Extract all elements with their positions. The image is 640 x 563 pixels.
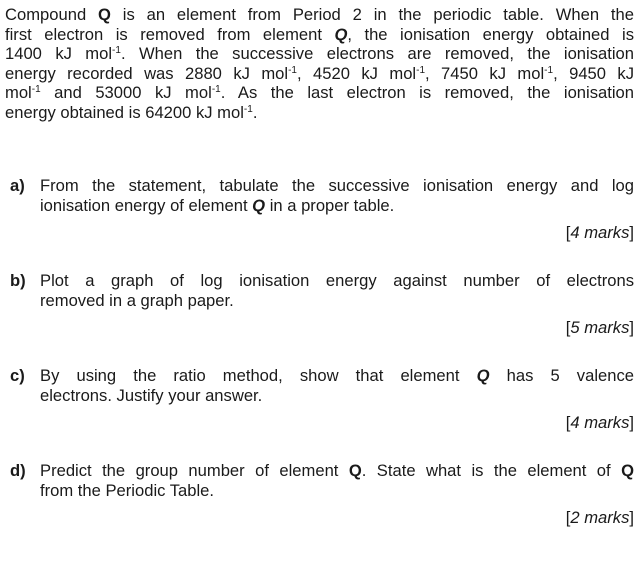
question-b [10,271,634,338]
intro-line-5: mol$^{-1}$ and 53000 kJ mol$^{-1}$. As the last electron is removed, the ionisation [5,83,634,102]
element-symbol: Q [621,461,634,480]
question-text: Plot a graph of log ionisation energy against number of electrons removed in a graph paper. [40,271,634,310]
marks-label: [4 marks] [565,223,634,242]
element-symbol: Q [98,5,111,24]
question-c [10,366,634,433]
question-label: d) [10,461,26,480]
question-label: b) [10,271,26,290]
marks-label: [5 marks] [565,318,634,337]
element-symbol: Q [476,366,490,385]
question-label: a) [10,176,25,195]
intro-line-4: energy recorded was 2880 kJ mol$^{-1}$, 4520 kJ mol$^{-1}$, 7450 kJ mol$^{-1}$, 9450 kJ [5,63,635,83]
question-text: By using the ratio method, show that element Q has 5 valence electrons. Justify your answer. [40,366,634,405]
intro-line-1: Compound Q is an element from Period 2 in the periodic table. When the [5,5,634,24]
question-text: Predict the group number of element Q. State what is the element of Q from the Periodic Table. [40,461,634,500]
question-d [10,461,634,528]
marks-label: [4 marks] [565,413,634,432]
element-symbol: Q [334,24,348,44]
element-symbol: Q [252,195,266,215]
question-a [10,176,634,243]
marks-label: [2 marks] [565,508,634,527]
element-symbol: Q [348,461,362,480]
intro-paragraph [5,5,634,122]
intro-line-2: first electron is removed from element Q, the ionisation energy obtained is [5,24,634,44]
question-text: From the statement, tabulate the successive ionisation energy and log ionisation energy of element Q in a proper table. [40,176,634,215]
intro-line-6: energy obtained is 64200 kJ mol$^{-1}$. [5,102,258,122]
question-label: c) [10,366,25,385]
intro-line-3: 1400 kJ mol$^{-1}$. When the successive electrons are removed, the ionisation [5,44,634,63]
